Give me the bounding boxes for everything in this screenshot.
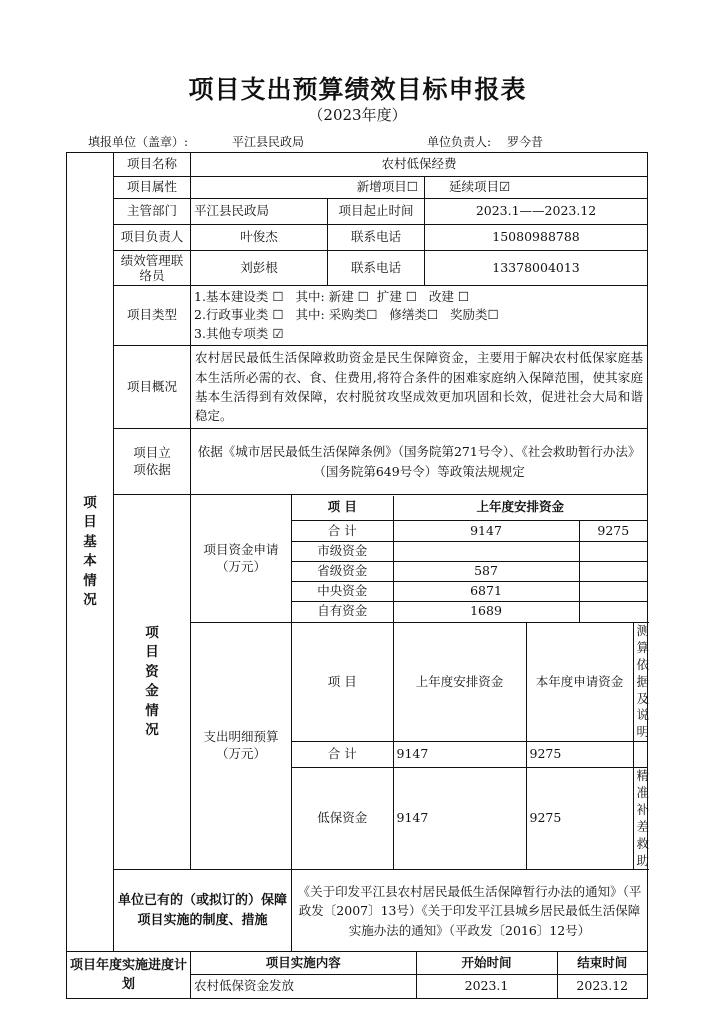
plan-cell	[191, 952, 648, 999]
overview-label: 项目概况	[114, 346, 191, 429]
period-value: 2023.1——2023.12	[425, 199, 648, 225]
detail-budget-table	[292, 623, 650, 869]
system-label: 单位已有的（或拟订的）保障项目实施的制度、措施	[114, 870, 292, 952]
plan-end: 2023.12	[557, 974, 647, 998]
plan-col-start: 开始时间	[416, 952, 557, 974]
detail-budget-cell	[292, 623, 648, 870]
detail-col-note: 测算依据及说明	[633, 623, 647, 742]
filing-unit-value: 平江县民政局	[232, 135, 305, 149]
fund-row-label: 合 计	[292, 521, 393, 542]
leader-phone-value: 15080988788	[425, 225, 648, 251]
project-name-value: 农村低保经费	[191, 153, 648, 177]
fund-row-label: 自有资金	[292, 602, 393, 622]
project-attr-new: 新增项目☐	[191, 177, 425, 199]
plan-start: 2023.1	[416, 974, 557, 998]
fund-apply-table	[292, 496, 647, 622]
detail-row-note: 精准补差救助	[633, 768, 647, 870]
section-basic-label: 项目基本情况	[67, 153, 114, 952]
fund-row-current	[579, 562, 647, 582]
fund-apply-label: 项目资金申请（万元）	[191, 495, 292, 623]
budget-form-table	[66, 152, 648, 999]
fund-row-current	[579, 542, 647, 562]
detail-col-current: 本年度申请资金	[526, 623, 633, 742]
basis-value: 依据《城市居民最低生活保障条例》（国务院第271号令）、《社会救助暂行办法》（国务院第649号令）等政策法规规定	[191, 429, 648, 495]
section-fund-label: 项目资金情况	[114, 495, 191, 870]
basis-label: 项目立项依据	[114, 429, 191, 495]
fund-row-current: 9275	[579, 521, 647, 542]
detail-row-current: 9275	[526, 768, 633, 870]
fund-row-label: 市级资金	[292, 542, 393, 562]
perf-phone-value: 13378004013	[425, 251, 648, 286]
dept-label: 主管部门	[114, 199, 191, 225]
period-label: 项目起止时间	[328, 199, 425, 225]
system-value: 《关于印发平江县农村居民最低生活保障暂行办法的通知》（平政发〔2007〕13号）《关于印发平江县城乡居民最低生活保障实施办法的通知》（平政发〔2016〕12号）	[292, 870, 648, 952]
detail-row-current: 9275	[526, 742, 633, 768]
fund-row-current	[579, 602, 647, 622]
detail-row-last: 9147	[393, 742, 526, 768]
plan-content: 农村低保资金发放	[191, 974, 416, 998]
project-type-line-3: 3.其他专项类 ☑	[194, 325, 284, 341]
fund-row-last: 587	[393, 562, 579, 582]
project-type-line-1: 1.基本建设类 ☐ 其中: 新建 ☐ 扩建 ☐ 改建 ☐	[194, 289, 470, 305]
detail-row-label: 合 计	[292, 742, 393, 768]
project-attr-continue: 延续项目☑	[425, 177, 648, 199]
project-name-label: 项目名称	[114, 153, 191, 177]
filing-unit-label: 填报单位（盖章）:	[88, 135, 189, 149]
fund-row-last: 1689	[393, 602, 579, 622]
project-type-options	[191, 286, 648, 346]
leader-label: 项目负责人	[114, 225, 191, 251]
perf-phone-label: 联系电话	[328, 251, 425, 286]
fund-row-current	[579, 582, 647, 602]
detail-row-last: 9147	[393, 768, 526, 870]
plan-table	[191, 952, 647, 998]
fund-row-label: 中央资金	[292, 582, 393, 602]
project-attr-label: 项目属性	[114, 177, 191, 199]
fund-row-last	[393, 542, 579, 562]
fund-col-item: 项 目	[292, 496, 393, 521]
fund-col-last: 上年度安排资金	[393, 496, 647, 521]
dept-value: 平江县民政局	[191, 199, 328, 225]
detail-col-item: 项 目	[292, 623, 393, 742]
leader-phone-label: 联系电话	[328, 225, 425, 251]
detail-budget-label: 支出明细预算（万元）	[191, 623, 292, 870]
leader-value: 叶俊杰	[191, 225, 328, 251]
fund-apply-cell	[292, 495, 648, 623]
perf-contact-value: 刘彭根	[191, 251, 328, 286]
detail-col-last: 上年度安排资金	[393, 623, 526, 742]
page-subtitle: （2023年度）	[308, 106, 407, 124]
project-type-label: 项目类型	[114, 286, 191, 346]
fund-row-last: 6871	[393, 582, 579, 602]
perf-contact-label: 绩效管理联络员	[114, 251, 191, 286]
unit-head-value: 罗今昔	[507, 135, 544, 149]
detail-row-label: 低保资金	[292, 768, 393, 870]
overview-value: 农村居民最低生活保障救助资金是民生保障资金，主要用于解决农村低保家庭基本生活所必需的衣、食、住费用,将符合条件的困难家庭纳入保障范围，使其家庭基本生活得到有效保障，农村脱贫攻坚成效更加巩固和长效，促进社会大局和谐稳定。	[191, 346, 648, 429]
page-title: 项目支出预算绩效目标申报表	[188, 75, 527, 104]
project-type-line-2: 2.行政事业类 ☐ 其中: 采购类☐ 修缮类☐ 奖励类☐	[194, 307, 499, 323]
detail-row-note	[633, 742, 647, 768]
unit-head-label: 单位负责人:	[427, 135, 492, 149]
fund-row-label: 省级资金	[292, 562, 393, 582]
plan-col-content: 项目实施内容	[191, 952, 416, 974]
plan-label: 项目年度实施进度计划	[67, 952, 191, 999]
fund-row-last: 9147	[393, 521, 579, 542]
plan-col-end: 结束时间	[557, 952, 647, 974]
